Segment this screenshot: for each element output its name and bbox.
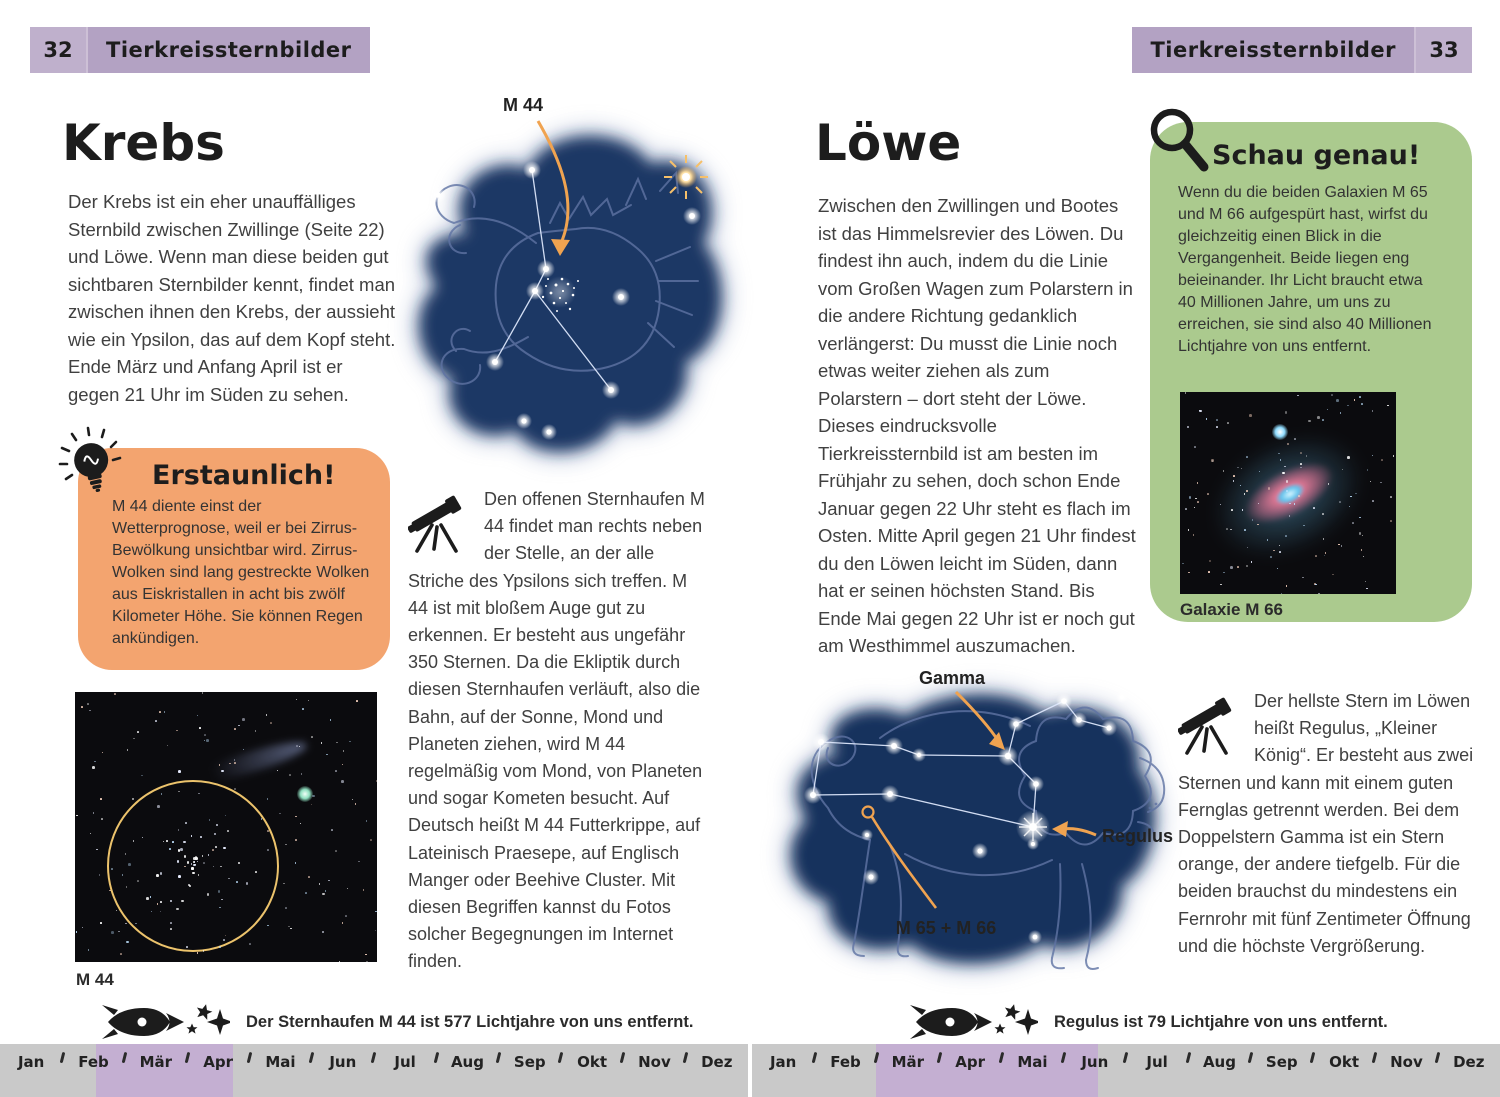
rocket-icon [908,1000,1038,1044]
month-label: Sep [1265,1053,1298,1071]
footnote-left [100,1000,693,1044]
month-label: Sep [513,1053,546,1071]
month-label: Jun [1081,1053,1109,1071]
month-label: Dez [701,1053,733,1071]
month-label: Okt [577,1053,608,1071]
fact-box-text: M 44 diente einst der Wetterprognose, weil er bei Zirrus-Bewölkung unsichtbar wird. Zirrus-Wolken sind lang gestreckte Wolken aus Eiskristallen in acht bis zwölf Kilometer Höhe. Sie können Regen ankündigen. [112,498,370,647]
cancer-constellation-illustration [388,85,733,477]
month-label: Mär [139,1053,173,1071]
month-label: Jan [769,1053,797,1071]
month-label: Feb [78,1053,109,1071]
magnifier-icon [1144,104,1222,186]
page-number-right: 33 [1416,27,1472,73]
month-label: Aug [450,1053,484,1071]
month-label: Apr [955,1053,986,1071]
month-label: Nov [1390,1053,1423,1071]
galaxy-photo-caption: Galaxie M 66 [1180,600,1284,619]
m44-telescope-text: Den offenen Sternhaufen M 44 findet man rechts neben der Stelle, an der alle Striche des Ypsilons sich treffen. M 44 ist mit bloßem Auge gut zu erkennen. Er besteht aus ungefähr 350 Sternen. Da die Ekliptik durch diesen Sternhaufen verläuft, also die Bahn, auf der Sonne, Mond und Planeten ziehen, wird M 44 regelmäßig vom Mond, von Planeten und sogar Kometen besucht. Auf Deutsch heißt M 44 Futterkrippe, auf Lateinisch Praesepe, auf Englisch Manger oder Beehive Cluster. Mit diesen Begriffen kannst du Fotos solcher Begegnungen im Internet finden. [408,489,705,972]
comet [297,786,313,802]
m44-telescope-paragraph [408,486,708,976]
m44-photo-caption: M 44 [76,970,114,989]
regulus-label: Regulus [1102,826,1174,846]
footnote-right-text: Regulus ist 79 Lichtjahre von uns entfernt. [1054,1012,1388,1031]
galaxy-photo [1180,392,1396,594]
month-label: Dez [1453,1053,1485,1071]
regulus-telescope-paragraph [1178,688,1478,960]
month-label: Jul [394,1053,416,1071]
heading-krebs: Krebs [62,114,225,172]
header-left [30,27,370,73]
month-label: Mai [265,1053,296,1071]
page-number-left: 32 [30,27,86,73]
header-title-left: Tierkreissternbilder [88,27,370,73]
sun-star [664,155,708,199]
month-bar-right [752,1044,1500,1097]
telescope-icon [408,488,470,554]
krebs-intro-text: Der Krebs ist ein eher unauffälliges Sternbild zwischen Zwillinge (Seite 22) und Löwe. Wenn man diese beiden gut sichtbaren Sternbilder kennt, findet man zwischen ihnen den Krebs, der aussieht wie ein Ypsilon, das auf dem Kopf steht. Ende März und Anfang April ist er gegen 21 Uhr im Süden zu sehen. [68,191,396,405]
header-title-right: Tierkreissternbilder [1132,27,1414,73]
gamma-label: Gamma [918,668,986,688]
month-label: Apr [203,1053,234,1071]
month-label: Feb [830,1053,861,1071]
comet-tail [193,735,310,788]
cancer-constellation-svg [388,85,733,477]
month-label: Nov [638,1053,671,1071]
loewe-intro-text: Zwischen den Zwillingen und Bootes ist das Himmelsrevier des Löwen. Du findest ihn auch, indem du die Linie vom Großen Wagen zum Polarstern in die andere Richtung gedanklich verlängerst: Du musst die Linie noch etwas weiter ziehen als zum Polarstern – dort steht der Löwe. Dieses eindrucksvolle Tierkreissternbild ist am besten im Frühjahr zu sehen, doch schon Ende Januar gegen 22 Uhr steht es flach im Osten. Mitte April gegen 21 Uhr findest du den Löwen leicht im Süden, dann hat er seinen höchsten Stand. Bis Ende Mai gegen 22 Uhr ist er noch gut am Westhimmel auszumachen. [818,195,1136,656]
month-label: Jun [329,1053,357,1071]
month-label: Jul [1146,1053,1168,1071]
footnote-left-text: Der Sternhaufen M 44 ist 577 Lichtjahre von uns entfernt. [246,1012,694,1031]
tip-box-text: Wenn du die beiden Galaxien M 65 und M 66 aufgespürt hast, wirfst du gleichzeitig einen Blick in die Vergangenheit. Beide liegen eng beieinander. Ihr Licht braucht etwa 40 Millionen Jahre, um uns zu erreichen, sie sind also 40 Millionen Lichtjahre von uns entfernt. [1178,184,1432,355]
regulus-telescope-text: Der hellste Stern im Löwen heißt Regulus, „Kleiner König“. Er besteht aus zwei Sternen und kann mit einem guten Fernglas getrennt werden. Bei dem Doppelstern Gamma ist ein Stern orange, der andere tiefgelb. Für die beiden brauchst du mindestens ein Fernrohr mit fünf Zentimeter Öffnung und die höchste Vergrößerung. [1178,691,1474,956]
leo-constellation-illustration [740,658,1185,990]
fact-box-title: Erstaunlich! [152,460,336,491]
m65-m66-label: M 65 + M 66 [895,918,997,938]
telescope-icon [1178,690,1240,756]
month-label: Mär [891,1053,925,1071]
month-bar-left [0,1044,748,1097]
rocket-icon [100,1000,230,1044]
heading-loewe: Löwe [815,114,962,172]
m44-label: M 44 [502,95,544,115]
m44-highlight-circle [107,780,279,952]
regulus-star [1016,810,1050,844]
foreground-star [1272,424,1288,440]
footnote-right [908,1000,1388,1044]
tip-box-title: Schau genau! [1212,140,1421,171]
leo-constellation-svg [740,658,1185,990]
month-label: Aug [1202,1053,1236,1071]
header-right [1132,27,1472,73]
month-label: Jan [17,1053,45,1071]
m44-photo [75,692,377,962]
month-label: Mai [1017,1053,1048,1071]
month-label: Okt [1329,1053,1360,1071]
